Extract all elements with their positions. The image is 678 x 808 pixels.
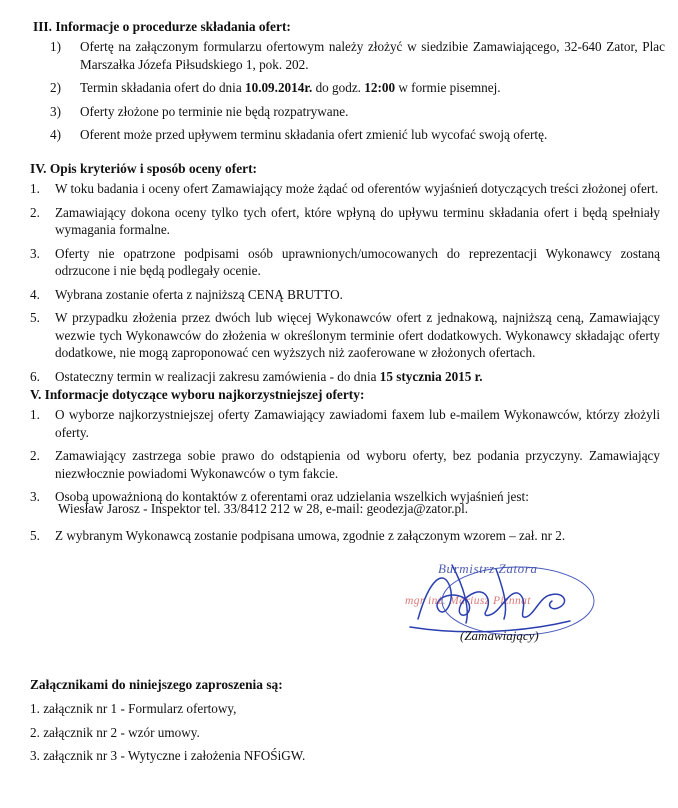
attachment-item: 1. załącznik nr 1 - Formularz ofertowy, <box>30 701 237 716</box>
body-text: Oferent może przed upływem terminu składania ofert zmienić lub wycofać swoją ofertę. <box>80 127 548 143</box>
body-text: Wybrana zostanie oferta z najniższą CENĄ BRUTTO. <box>55 286 343 302</box>
list-item <box>30 406 660 441</box>
body-text: Osobą upoważnioną do kontaktów z oferentami oraz udzielania wszelkich wyjaśnień jest: <box>55 489 529 505</box>
list-item-text <box>55 406 660 441</box>
body-text: W przypadku złożenia przez dwóch lub więcej Wykonawców ofert z jednakową, najniższą ceną, Zamawiający wezwie tych Wykonawców do złożenia w określonym terminie ofert dodatkowych. Wykonawcy składając oferty dodatkowe, nie mogą zaproponować cen wyższych niż zaoferowane w złożonych ofertach. <box>55 310 660 361</box>
attachments-heading: Załącznikami do niniejszego zaproszenia są: <box>30 677 283 692</box>
attachment-item: 2. załącznik nr 2 - wzór umowy. <box>30 724 200 740</box>
section-5-item-5 <box>30 527 660 545</box>
section-5-list <box>30 406 660 512</box>
body-text: Zamawiający zastrzega sobie prawo do odstąpienia od wyboru oferty, bez podania przyczyny. Zamawiający niezwłocznie powiadomi Wykonawców o tym fakcie. <box>55 448 660 481</box>
list-marker: 4) <box>50 127 61 143</box>
list-marker: 1. <box>30 407 40 422</box>
list-marker: 6. <box>30 368 40 384</box>
list-item-text <box>55 180 660 198</box>
list-marker: 5. <box>30 310 40 326</box>
body-text: Oferty nie opatrzone podpisami osób uprawnionych/umocowanych do reprezentacji Wykonawcy zostaną odrzucone i nie będą podlegały ocenie. <box>55 245 660 279</box>
list-item <box>30 245 660 280</box>
signature-caption: (Zamawiający) <box>460 628 539 643</box>
attachment-item: 3. załącznik nr 3 - Wytyczne i założenia NFOŚiGW. <box>30 748 306 764</box>
list-marker: 5. <box>30 528 40 543</box>
list-item-text <box>80 79 665 97</box>
section-3-list <box>50 38 665 150</box>
list-item <box>50 103 665 121</box>
list-marker: 1) <box>50 39 61 54</box>
body-text: W toku badania i oceny ofert Zamawiający może żądać od oferentów wyjaśnień dotyczących treści złożonej ofert. <box>55 181 659 196</box>
list-marker: 3. <box>30 245 40 261</box>
section-4-list <box>30 180 660 391</box>
body-text: Ofertę na załączonym formularzu ofertowym należy złożyć w siedzibie Zamawiającego, 32-640 Zator, Plac Marszałka Józefa Piłsudskiego 1, pok. 202. <box>80 39 665 72</box>
stamp-name: mgr inż. Mariusz Piznnat <box>405 595 531 607</box>
body-text: O wyborze najkorzystniejszej oferty Zamawiający zawiadomi faxem lub e-mailem Wykonawców, którzy złożyli oferty. <box>55 407 660 440</box>
stamp-title: Burmistrz Zatora <box>438 561 538 576</box>
body-text: Termin składania ofert do dnia <box>80 80 245 96</box>
body-text: Ostateczny termin w realizacji zakresu zamówienia - do dnia <box>55 368 380 384</box>
list-item <box>50 126 665 144</box>
list-marker: 2) <box>50 80 61 96</box>
list-item <box>30 286 660 304</box>
list-item <box>50 38 665 73</box>
list-item-text <box>55 309 660 362</box>
emphasis-text: 15 stycznia 2015 r. <box>379 368 483 384</box>
section-5-heading: V. Informacje dotyczące wyboru najkorzystniejszej oferty: <box>30 387 365 402</box>
section-4-heading: IV. Opis kryteriów i sposób oceny ofert: <box>30 161 258 176</box>
attachments-list <box>30 700 650 771</box>
emphasis-text: 10.09.2014r. <box>244 80 313 96</box>
list-item <box>30 204 660 239</box>
list-marker: 3) <box>50 103 61 119</box>
body-text: Zamawiający dokona oceny tylko tych ofert, które wpłyną do upływu terminu składania ofert i będą spełniały wymagania formalne. <box>55 204 660 238</box>
body-text: w formie pisemnej. <box>395 80 501 96</box>
list-item-text <box>55 368 660 386</box>
list-item-text: Z wybranym Wykonawcą zostanie podpisana umowa, zgodnie z załączonym wzorem – zał. nr 2. <box>55 528 566 543</box>
list-marker: 2. <box>30 204 40 220</box>
contact-person-line: Wiesław Jarosz - Inspektor tel. 33/8412 212 w 28, e-mail: geodezja@zator.pl. <box>58 501 469 516</box>
signature-block <box>400 557 630 647</box>
list-item-text <box>80 103 665 121</box>
list-item-text <box>80 126 665 144</box>
list-item <box>30 368 660 386</box>
list-item-text <box>55 286 660 304</box>
list-item-text <box>80 38 665 73</box>
list-marker: 4. <box>30 286 40 302</box>
list-item <box>50 79 665 97</box>
body-text: Oferty złożone po terminie nie będą rozpatrywane. <box>80 103 349 119</box>
list-marker: 2. <box>30 448 40 464</box>
list-item-text <box>55 245 660 280</box>
list-item <box>30 180 660 198</box>
body-text: do godz. <box>312 80 365 96</box>
list-item <box>30 447 660 482</box>
list-marker: 1. <box>30 181 40 196</box>
section-3-heading: III. Informacje o procedurze składania ofert: <box>33 19 291 34</box>
list-item-text <box>55 447 660 482</box>
list-item <box>30 309 660 362</box>
emphasis-text: 12:00 <box>364 80 396 96</box>
list-item-text <box>55 204 660 239</box>
list-marker: 3. <box>30 489 40 505</box>
